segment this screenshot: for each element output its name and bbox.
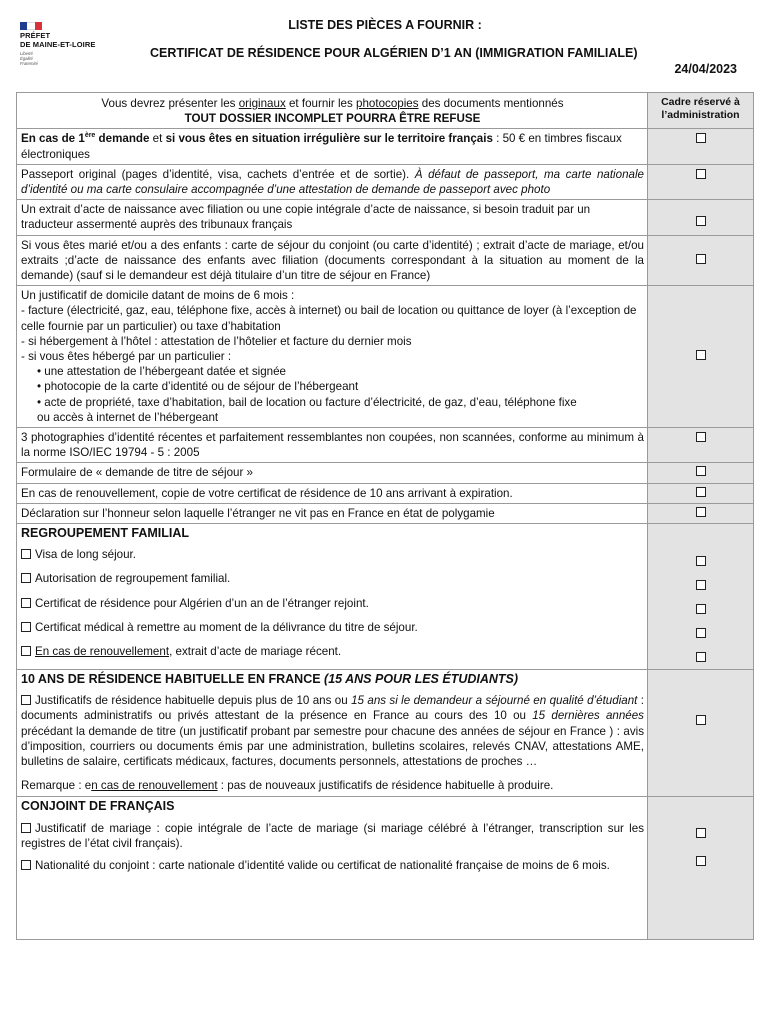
intro-text: Vous devrez présenter les originaux et fournir les photocopies des documents mentionnés (101, 97, 564, 110)
section-regroupement: REGROUPEMENT FAMILIAL Visa de long séjour. Autorisation de regroupement familial. Certificat de résidence pour Algérien d’un an de l’étranger rejoint. Certificat médical à remettre au moment de la délivrance du titre de séjour. En cas de renouvellement, extrait d’acte de mariage récent. (17, 524, 754, 670)
admin-checkbox[interactable] (696, 628, 706, 638)
admin-checkbox[interactable] (696, 487, 706, 497)
document-date: 24/04/2023 (674, 62, 737, 76)
table-row: Formulaire de « demande de titre de séjour » (17, 463, 754, 483)
admin-checkbox[interactable] (696, 556, 706, 566)
table-row: Déclaration sur l’honneur selon laquelle l’étranger ne vit pas en France en état de polygamie (17, 503, 754, 523)
admin-checkbox[interactable] (696, 254, 706, 264)
admin-checkbox[interactable] (696, 350, 706, 360)
admin-checkbox[interactable] (696, 169, 706, 179)
item-checkbox[interactable] (21, 646, 31, 656)
admin-checkbox[interactable] (696, 133, 706, 143)
item-checkbox[interactable] (21, 549, 31, 559)
item-checkbox[interactable] (21, 823, 31, 833)
table-row: Un extrait d’acte de naissance avec filiation ou une copie intégrale d’acte de naissance, si besoin traduit par un traducteur assermenté auprès des tribunaux français (17, 200, 754, 235)
admin-checkbox[interactable] (696, 604, 706, 614)
admin-header: Cadre réservé à l’administration (661, 96, 740, 121)
admin-checkbox[interactable] (696, 580, 706, 590)
admin-checkbox[interactable] (696, 432, 706, 442)
item-checkbox[interactable] (21, 622, 31, 632)
table-row: Passeport original (pages d’identité, visa, cachets d’entrée et de sortie). À défaut de passeport, ma carte nationale d’identité ou ma carte consulaire accompagnée d’une attestation de demande de passeport avec photo (17, 164, 754, 199)
admin-checkbox[interactable] (696, 856, 706, 866)
item-checkbox[interactable] (21, 598, 31, 608)
document-subtitle: CERTIFICAT DE RÉSIDENCE POUR ALGÉRIEN D’1 AN (IMMIGRATION FAMILIALE) (150, 46, 638, 60)
table-row: 3 photographies d’identité récentes et parfaitement ressemblantes non coupées, non scannées, conforme au minimum à la norme ISO/IEC 19794 - 5 : 2005 (17, 428, 754, 463)
motto: Liberté Égalité Fraternité (20, 51, 38, 66)
section-title: CONJOINT DE FRANÇAIS (21, 798, 175, 813)
item-checkbox[interactable] (21, 695, 31, 705)
prefet-line1: PRÉFET (20, 31, 51, 40)
admin-checkbox[interactable] (696, 466, 706, 476)
admin-checkbox[interactable] (696, 652, 706, 662)
item-checkbox[interactable] (21, 573, 31, 583)
table-row: Un justificatif de domicile datant de moins de 6 mois : - facture (électricité, gaz, eau, téléphone fixe, accès à internet) ou bail de location ou quittance de loyer (à l’exception de celle fournie par un particulier) ou taxe d’habitation - si hébergement à l’hôtel : attestation de l’hôtelier et facture du dernier mois - si vous êtes hébergé par un particulier : • une attestation de l’hébergeant datée et signée • photocopie de la carte d’identité ou de séjour de l’hébergeant • acte de propriété, taxe d’habitation, bail de location ou facture d’électricité, de gaz, d’eau, téléphone fixe ou accès à internet de l’hébergeant (17, 286, 754, 428)
admin-checkbox[interactable] (696, 715, 706, 725)
admin-checkbox[interactable] (696, 828, 706, 838)
table-row: En cas de renouvellement, copie de votre certificat de résidence de 10 ans arrivant à expiration. (17, 483, 754, 503)
document-title: LISTE DES PIÈCES A FOURNIR : (288, 18, 482, 32)
section-conjoint: CONJOINT DE FRANÇAIS Justificatif de mariage : copie intégrale de l’acte de mariage (si mariage célébré à l’étranger, transcription sur les registres de l’état civil français). Nationalité du conjoint : carte nationale d’identité valide ou certificat de nationalité française de moins de 6 mois. (17, 796, 754, 939)
admin-checkbox[interactable] (696, 216, 706, 226)
documents-table (16, 92, 754, 940)
section-dix-ans: 10 ANS DE RÉSIDENCE HABITUELLE EN FRANCE (15 ANS POUR LES ÉTUDIANTS) Justificatifs de résidence habituelle depuis plus de 10 ans ou 15 ans si le demandeur a séjourné en qualité d’étudiant : documents administratifs ou privés attestant de la présence en France au cours des 10 ou 15 dernières années précédant la demande de titre (un justificatif probant par semestre pour chacune des années de séjour en France ) : avis d’imposition, courriers ou documents émis par une administration, bulletins scolaires, relevés CNAV, attestations AME, bulletins de salaire, certificats médicaux, factures, documents personnels, attestations de proches … Remarque : en cas de renouvellement : pas de nouveaux justificatifs de résidence habituelle à produire. (17, 670, 754, 796)
table-row: En cas de 1ère demande et si vous êtes en situation irrégulière sur le territoire français : 50 € en timbres fiscaux électroniques (17, 129, 754, 164)
table-row: Si vous êtes marié et/ou a des enfants : carte de séjour du conjoint (ou carte d’identité) ; extrait d’acte de mariage, et/ou extraits ;d’acte de naissance des enfants avec filiation (documents correspondant à la situation au moment de la demande) (sauf si le demandeur est déjà titulaire d’un titre de séjour en France) (17, 235, 754, 286)
table-header (17, 93, 754, 129)
section-title: REGROUPEMENT FAMILIAL (21, 526, 190, 541)
section-title: 10 ANS DE RÉSIDENCE HABITUELLE EN FRANCE (15 ANS POUR LES ÉTUDIANTS) (21, 672, 519, 687)
incomplete-warning: TOUT DOSSIER INCOMPLET POURRA ÊTRE REFUSE (184, 112, 481, 126)
prefet-line2: DE MAINE-ET-LOIRE (20, 39, 96, 49)
item-checkbox[interactable] (21, 860, 31, 870)
admin-checkbox[interactable] (696, 507, 706, 517)
